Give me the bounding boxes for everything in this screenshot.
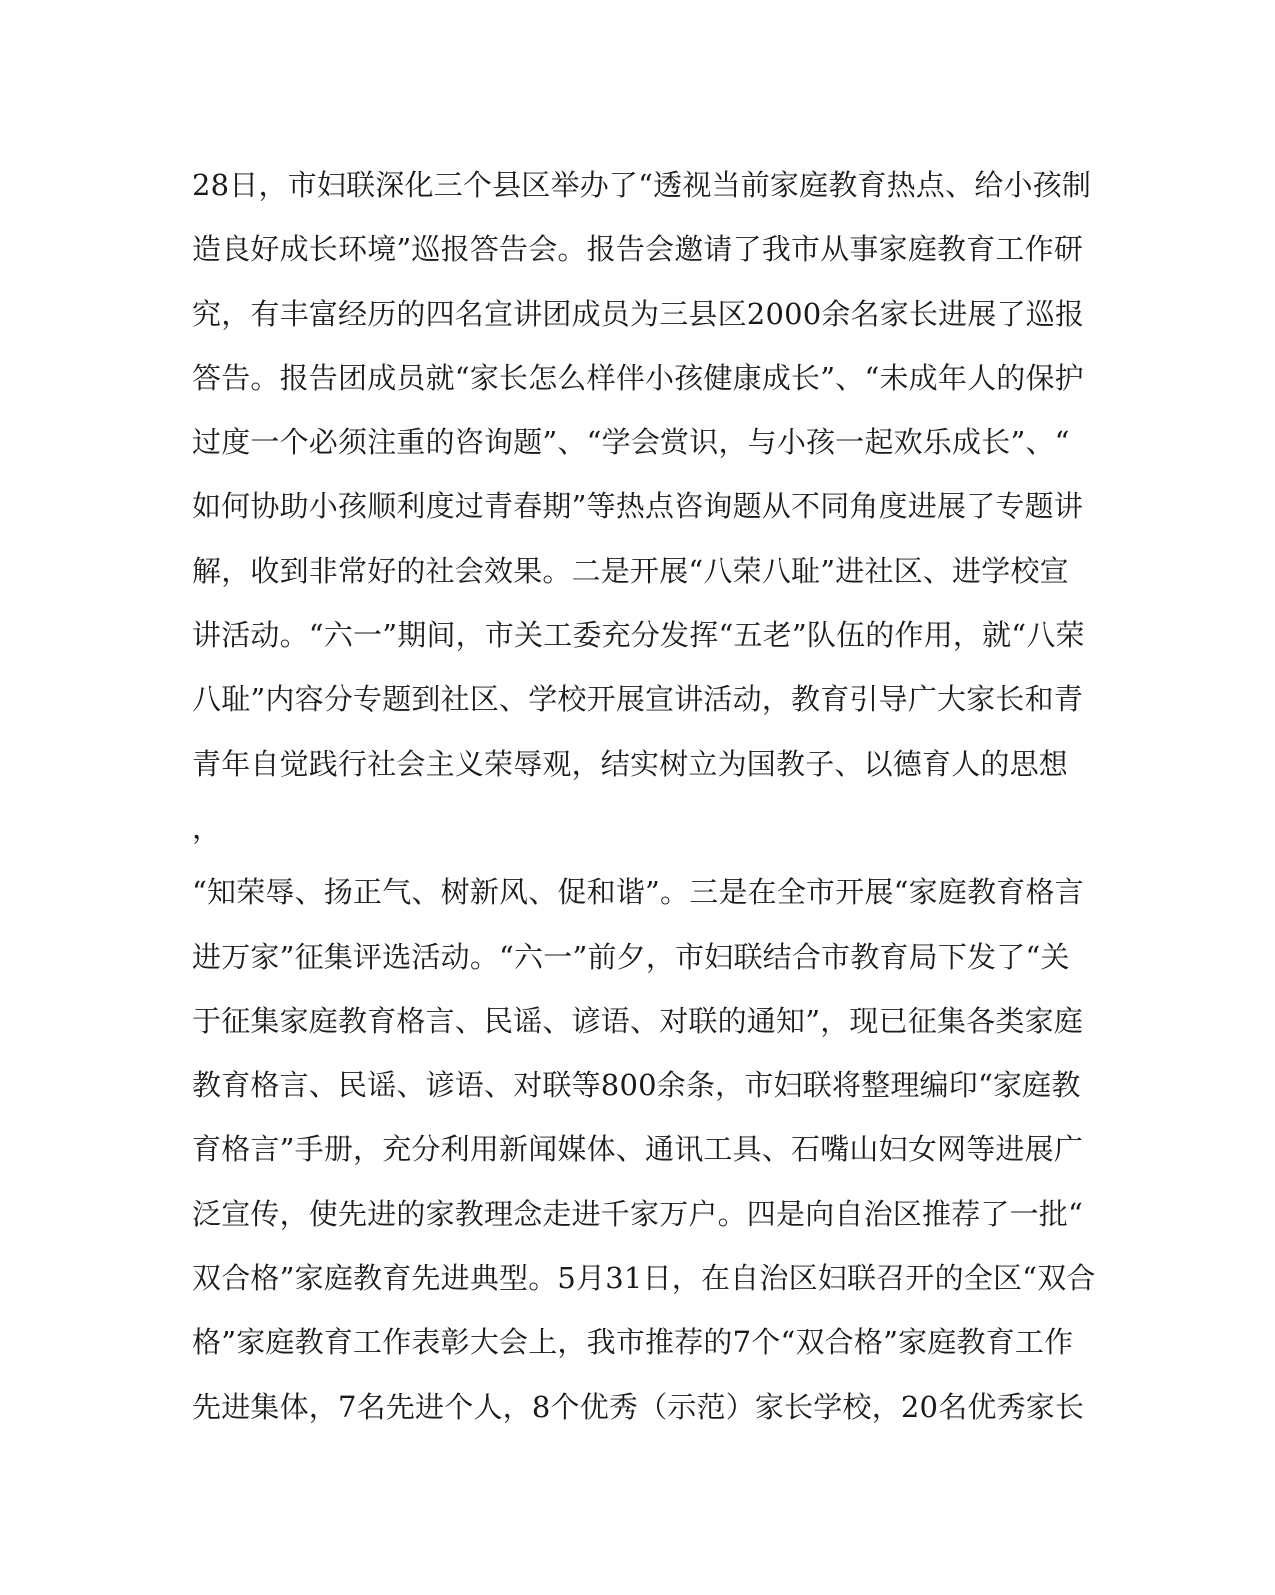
text-line: 育格言”手册，充分利用新闻媒体、通讯工具、石嘴山妇女网等进展广: [192, 1132, 1084, 1167]
text-line: 教育格言、民谣、谚语、对联等800余条，市妇联将整理编印“家庭教: [192, 1068, 1081, 1103]
text-line: 格”家庭教育工作表彰大会上，我市推荐的7个“双合格”家庭教育工作: [192, 1325, 1074, 1360]
text-line: 造良好成长环境”巡报答告会。报告会邀请了我市从事家庭教育工作研: [192, 232, 1084, 267]
text-line: 过度一个必须注重的咨询题”、“学会赏识，与小孩一起欢乐成长”、“: [192, 425, 1070, 460]
text-line: 如何协助小孩顺利度过青春期”等热点咨询题从不同角度进展了专题讲: [192, 489, 1084, 524]
body-text: [192, 153, 1096, 1439]
text-line: 八耻”内容分专题到社区、学校开展宣讲活动，教育引导广大家长和青: [192, 682, 1084, 717]
text-line: 进万家”征集评选活动。“六一”前夕，市妇联结合市教育局下发了“关: [192, 939, 1070, 974]
text-line: “知荣辱、扬正气、树新风、促和谐”。三是在全市开展“家庭教育格言: [192, 875, 1084, 910]
text-line: 28日，市妇联深化三个县区举办了“透视当前家庭教育热点、给小孩制: [192, 168, 1092, 202]
text-line: 先进集体，7名先进个人，8个优秀（示范）家长学校，20名优秀家长: [192, 1389, 1085, 1424]
text-line: 泛宣传，使先进的家教理念走进千家万户。四是向自治区推荐了一批“: [192, 1196, 1084, 1231]
text-line: 答告。报告团成员就“家长怎么样伴小孩健康成长”、“未成年人的保护: [192, 360, 1084, 395]
text-line: 究，有丰富经历的四名宣讲团成员为三县区2000余名家长进展了巡报: [192, 296, 1085, 331]
text-line: 双合格”家庭教育先进典型。5月31日，在自治区妇联召开的全区“双合: [192, 1261, 1096, 1296]
text-line: 于征集家庭教育格言、民谣、谚语、对联的通知”，现已征集各类家庭: [192, 1003, 1084, 1038]
text-line: 解，收到非常好的社会效果。二是开展“八荣八耻”进社区、进学校宣: [192, 553, 1069, 588]
text-line: ，: [192, 810, 222, 845]
text-line: 讲活动。“六一”期间，市关工委充分发挥“五老”队伍的作用，就“八荣: [192, 618, 1085, 653]
text-line: 青年自觉践行社会主义荣辱观，结实树立为国教子、以德育人的思想: [192, 746, 1069, 781]
